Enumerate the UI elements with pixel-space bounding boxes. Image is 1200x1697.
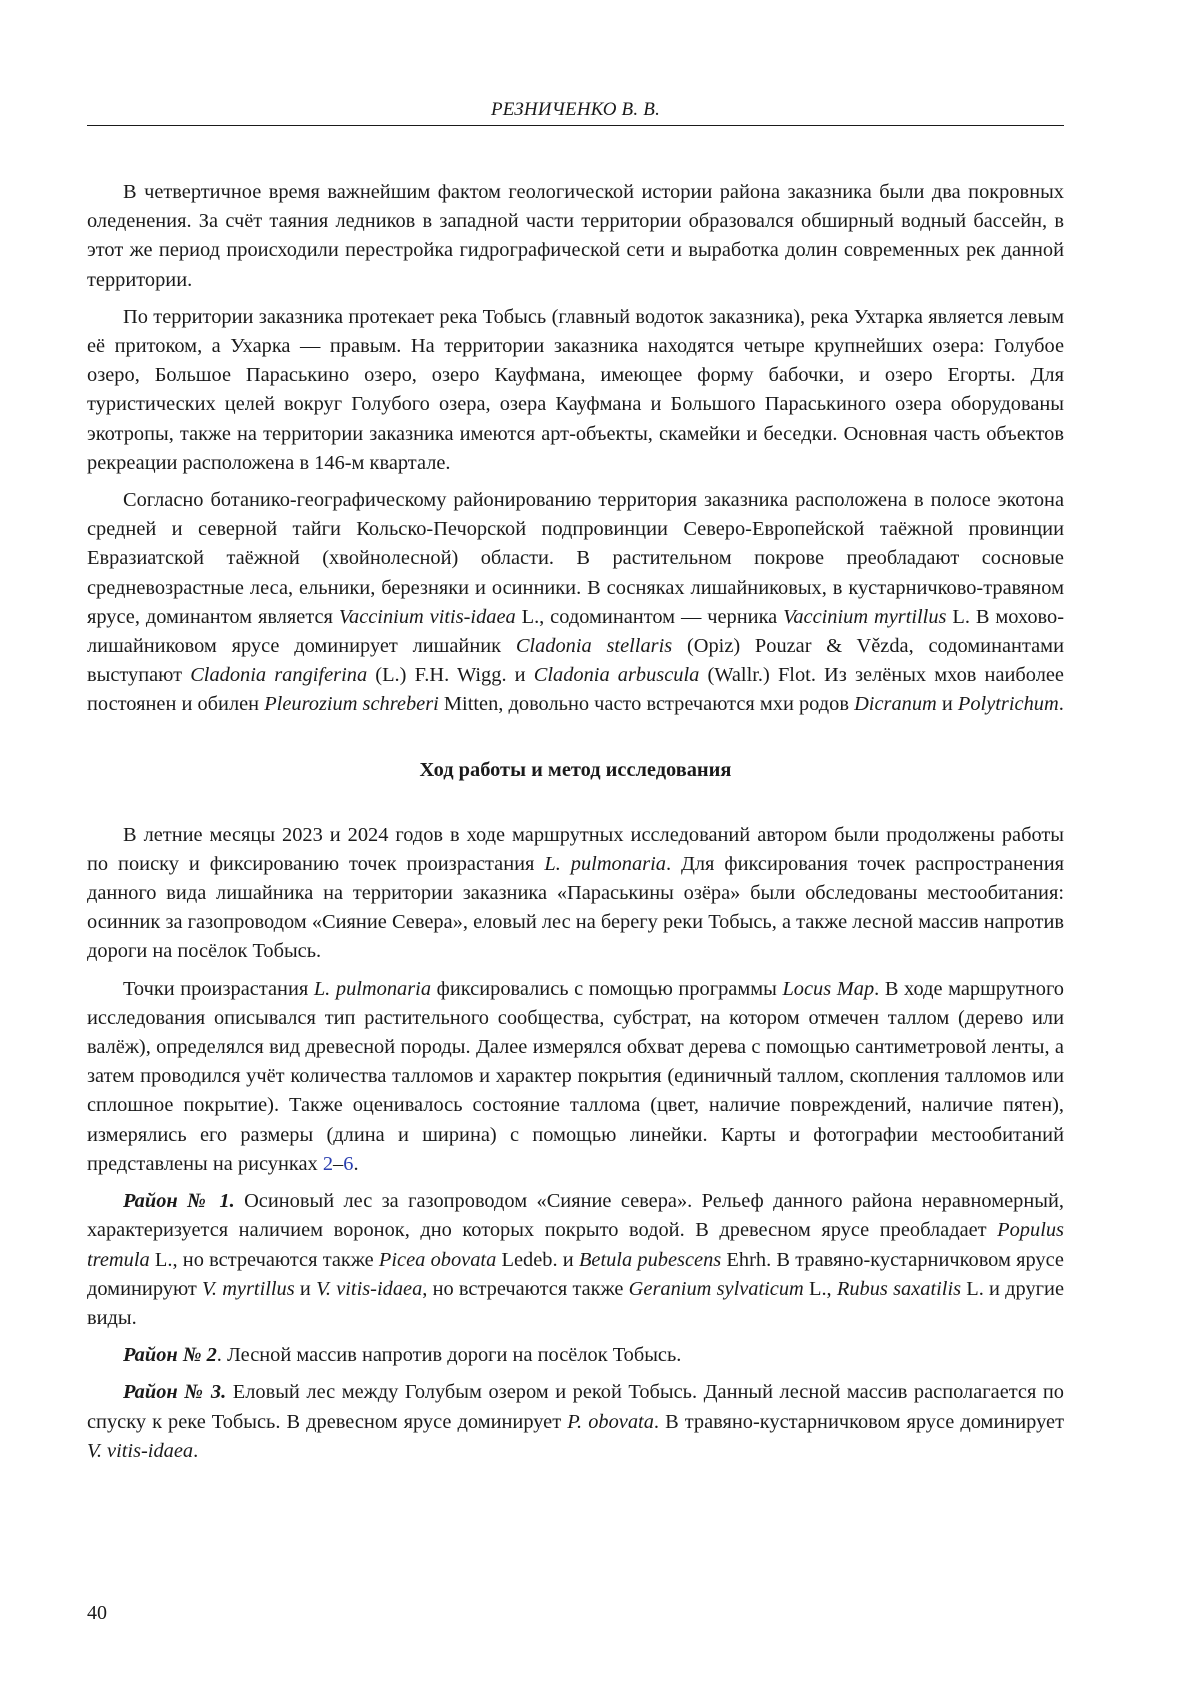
running-header-author: РЕЗНИЧЕНКО В. В.	[490, 99, 661, 120]
page-number: 40	[87, 1602, 107, 1624]
species-name: Vaccinium vitis-idaea	[338, 605, 516, 628]
text-fragment: (Wallr.) Flot. Из зелёных мхов наиболее постоянен и обилен	[87, 664, 1064, 716]
text-fragment: .	[193, 1439, 199, 1462]
species-name: Picea obovata	[378, 1248, 497, 1271]
district-label: Район № 3.	[123, 1381, 227, 1404]
genus-name: Dicranum	[854, 693, 937, 716]
text-fragment: , но встречаются также	[422, 1277, 629, 1300]
text-fragment: фиксировались с помощью программы	[431, 977, 783, 1000]
text-fragment: . Лесной массив напротив дороги на посёлок Тобысь.	[216, 1344, 682, 1367]
text-fragment: (Opiz) Pouzar & Vězda, содоминантами выступают	[87, 635, 1064, 687]
species-name: Cladonia arbuscula	[533, 664, 700, 687]
text-fragment: L.,	[803, 1277, 837, 1300]
species-name: Cladonia rangiferina	[190, 664, 368, 687]
paragraph-hydrography: По территории заказника протекает река Тобысь (главный водоток заказника), река Ухтарка является левым её притоком, а Ухарка — правым. На территории заказника находятся четыре крупнейших озера: Голубое озеро, Большое Параськино озеро, озеро Кауфмана, имеющее форму бабочки, и озеро Егорты. Для туристических целей вокруг Голубого озера, озера Кауфмана и Большого Параськиного озера оборудованы экотропы, также на территории заказника имеются арт-объекты, скамейки и беседки. Основная часть объектов рекреации расположена в 146-м квартале.	[87, 305, 1064, 474]
species-name: V. vitis-idaea	[316, 1277, 423, 1300]
text-fragment: Ledeb. и	[496, 1248, 579, 1271]
figure-link-2[interactable]: 2	[322, 1152, 334, 1175]
district-label: Район № 2	[123, 1344, 217, 1367]
text-fragment: . Для фиксирования точек распространения данного вида лишайника на территории заказника «Параськины озёра» были обследованы местообитания: осинник за газопроводом «Сияние Севера», еловый лес на берегу реки Тобысь, а также лесной массив напротив дороги на посёлок Тобысь.	[87, 852, 1064, 963]
document-page	[87, 0, 1064, 1697]
text-fragment: L., но встречаются также	[149, 1248, 379, 1271]
paragraph-fieldwork	[87, 821, 1064, 967]
text-fragment: Осиновый лес за газопроводом «Сияние севера». Рельеф данного района неравномерный, характеризуется наличием воронок, дно которых покрыто водой. В древесном ярусе преобладает	[87, 1190, 1064, 1242]
species-name: Pleurozium schreberi	[264, 693, 439, 716]
text-fragment: В летние месяцы 2023 и 2024 годов в ходе маршрутных исследований автором были продолжены работы по поиску и фиксированию точек произрастания	[87, 823, 1064, 875]
text-fragment: Точки произрастания	[123, 977, 314, 1000]
text-fragment: Mitten, довольно часто встречаются мхи родов	[438, 693, 855, 716]
text-fragment: L. В мохово-лишайниковом ярусе доминирует лишайник	[87, 605, 1065, 658]
species-name: Geranium sylvaticum	[628, 1277, 804, 1300]
text-fragment: и	[294, 1277, 317, 1300]
text-fragment: . В травяно-кустарничковом ярусе доминирует	[653, 1410, 1064, 1433]
text-fragment: . В ходе маршрутного исследования описывался тип растительного сообщества, субстрат, на котором отмечен таллом (дерево или валёж), определялся вид древесной породы. Далее измерялся обхват дерева с помощью сантиметровой ленты, а затем проводился учёт количества талломов и характер покрытия (единичный таллом, скопления талломов или сплошное покрытие). Также оценивалось состояние таллома (цвет, наличие повреждений, наличие пятен), измерялись его размеры (длина и ширина) с помощью линейки. Карты и фотографии местообитаний представлены на рисунках	[87, 977, 1064, 1175]
species-name: Cladonia stellaris	[515, 635, 673, 658]
figure-range-dash: –	[333, 1152, 344, 1175]
paragraph-district-3	[87, 1378, 1064, 1466]
paragraph-district-1	[87, 1187, 1064, 1333]
software-name: Locus Map	[782, 977, 875, 1000]
text-fragment: .	[353, 1152, 359, 1175]
article-body	[87, 178, 1064, 1474]
genus-name: Polytrichum	[957, 693, 1059, 716]
text-fragment: L. и другие виды.	[87, 1277, 1064, 1329]
species-name: L. pulmonaria	[544, 852, 666, 875]
species-name: Betula pubescens	[578, 1248, 722, 1271]
figure-link-6[interactable]: 6	[343, 1152, 354, 1175]
text-fragment: L., содоминантом — черника	[515, 605, 784, 628]
species-name: P. obovata	[567, 1410, 654, 1433]
paragraph-geology: В четвертичное время важнейшим фактом геологической истории района заказника были два покровных оледенения. За счёт таяния ледников в западной части территории образовался обширный водный бассейн, в этот же период происходили перестройка гидрографической сети и выработка долин современных рек данной территории.	[87, 181, 1064, 291]
species-name: Vaccinium myrtillus	[783, 605, 947, 628]
text-fragment: .	[1058, 693, 1064, 716]
text-fragment: (L.) F.H. Wigg. и	[367, 664, 534, 687]
paragraph-vegetation	[87, 486, 1064, 720]
text-fragment: Согласно ботанико-географическому районированию территория заказника расположена в полосе экотона средней и северной тайги Кольско-Печорской подпровинции Северо-Европейской таёжной провинции Евразиатской таёжной (хвойнолесной) области. В растительном покрове преобладают сосновые средневозрастные леса, ельники, березняки и осинники. В сосняках лишайниковых, в кустарничково-травяном ярусе, доминантом является	[87, 489, 1064, 628]
text-fragment: Ehrh. В травяно-кустарничковом ярусе доминируют	[87, 1248, 1064, 1300]
paragraph-district-2	[87, 1341, 1064, 1370]
text-fragment: Еловый лес между Голубым озером и рекой Тобысь. Данный лесной массив располагается по спуску к реке Тобысь. В древесном ярусе доминирует	[87, 1381, 1064, 1433]
text-fragment: и	[936, 693, 958, 716]
section-heading-methods: Ход работы и метод исследования	[419, 758, 732, 781]
species-name: L. pulmonaria	[313, 977, 432, 1000]
species-name: V. myrtillus	[202, 1277, 295, 1300]
paragraph-method	[87, 975, 1064, 1179]
species-name: V. vitis-idaea	[87, 1439, 194, 1462]
header-divider	[87, 125, 1064, 126]
species-name: Populus tremula	[87, 1219, 1064, 1271]
species-name: Rubus saxatilis	[836, 1277, 962, 1300]
district-label: Район № 1.	[123, 1190, 235, 1213]
